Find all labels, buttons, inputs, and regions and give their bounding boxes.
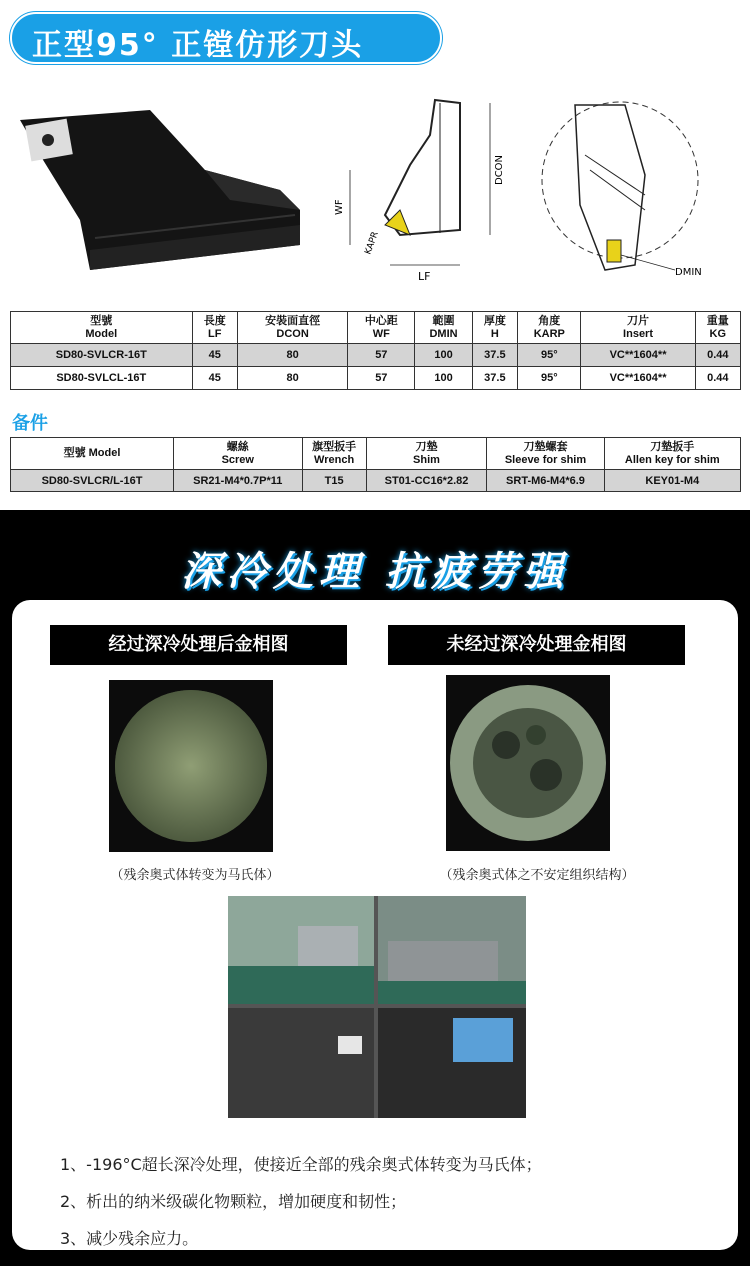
spec-table — [10, 311, 741, 390]
col-lf: 長度 LF — [192, 312, 237, 344]
page-title: 正型95° 正镗仿形刀头 — [32, 28, 364, 63]
factory-photos — [228, 896, 526, 1118]
dmin-label: DMIN — [675, 267, 702, 278]
col-allen-key: 刀墊扳手 Allen key for shim — [604, 438, 740, 470]
tool-head-photo — [10, 100, 305, 280]
list-item: 2、析出的纳米级碳化物颗粒，增加硬度和韧性； — [60, 1192, 407, 1211]
cryo-section — [0, 510, 750, 1266]
micrograph-treated — [109, 680, 273, 852]
col-model: 型號 Model — [11, 312, 193, 344]
col-wf: 中心距 WF — [348, 312, 415, 344]
spec-header-row — [11, 312, 741, 344]
kapr-label: KAPR — [363, 230, 381, 257]
col-model: 型號 Model — [11, 438, 174, 470]
left-label: 经过深冷处理后金相图 — [50, 625, 347, 665]
list-item: 1、-196°C超长深冷处理，使接近全部的残余奥式体转变为马氏体； — [60, 1155, 542, 1174]
col-screw: 螺絲 Screw — [174, 438, 303, 470]
col-wrench: 旗型扳手 Wrench — [302, 438, 366, 470]
spare-parts-title: 备件 — [12, 413, 48, 434]
list-item: 3、减少残余应力。 — [60, 1229, 199, 1248]
table-row: SD80-SVLCR-16T 45 80 57 100 37.5 95° VC**1604** 0.44 — [11, 344, 741, 367]
product-section — [0, 0, 750, 510]
col-shim: 刀墊 Shim — [366, 438, 487, 470]
micrograph-untreated — [446, 675, 610, 851]
col-karp: 角度 KARP — [518, 312, 581, 344]
parts-header-row — [11, 438, 741, 470]
cryo-card — [12, 600, 738, 1250]
title-banner — [10, 12, 442, 64]
col-kg: 重量 KG — [695, 312, 740, 344]
left-caption: （残余奥式体转变为马氏体） — [110, 868, 280, 883]
table-row: SD80-SVLCL-16T 45 80 57 100 37.5 95° VC**1604** 0.44 — [11, 367, 741, 390]
bore-view-drawing — [535, 95, 750, 290]
col-dmin: 範圍 DMIN — [415, 312, 472, 344]
benefit-list — [60, 1152, 542, 1263]
col-h: 厚度 H — [472, 312, 517, 344]
side-view-drawing — [330, 95, 530, 290]
cryo-headline: 深冷处理 抗疲劳强 — [181, 549, 569, 595]
col-dcon: 安裝面直徑 DCON — [237, 312, 347, 344]
col-sleeve: 刀墊螺套 Sleeve for shim — [487, 438, 604, 470]
table-row: SD80-SVLCR/L-16T SR21-M4*0.7P*11 T15 ST01-CC16*2.82 SRT-M6-M4*6.9 KEY01-M4 — [11, 470, 741, 492]
right-caption: （残余奥式体之不安定组织结构） — [439, 868, 635, 883]
col-insert: 刀片 Insert — [581, 312, 695, 344]
spare-parts-table — [10, 437, 741, 492]
wf-label: WF — [334, 199, 345, 215]
lf-label: LF — [418, 270, 431, 283]
dcon-label: DCON — [494, 154, 505, 185]
right-label: 未经过深冷处理金相图 — [388, 625, 685, 665]
